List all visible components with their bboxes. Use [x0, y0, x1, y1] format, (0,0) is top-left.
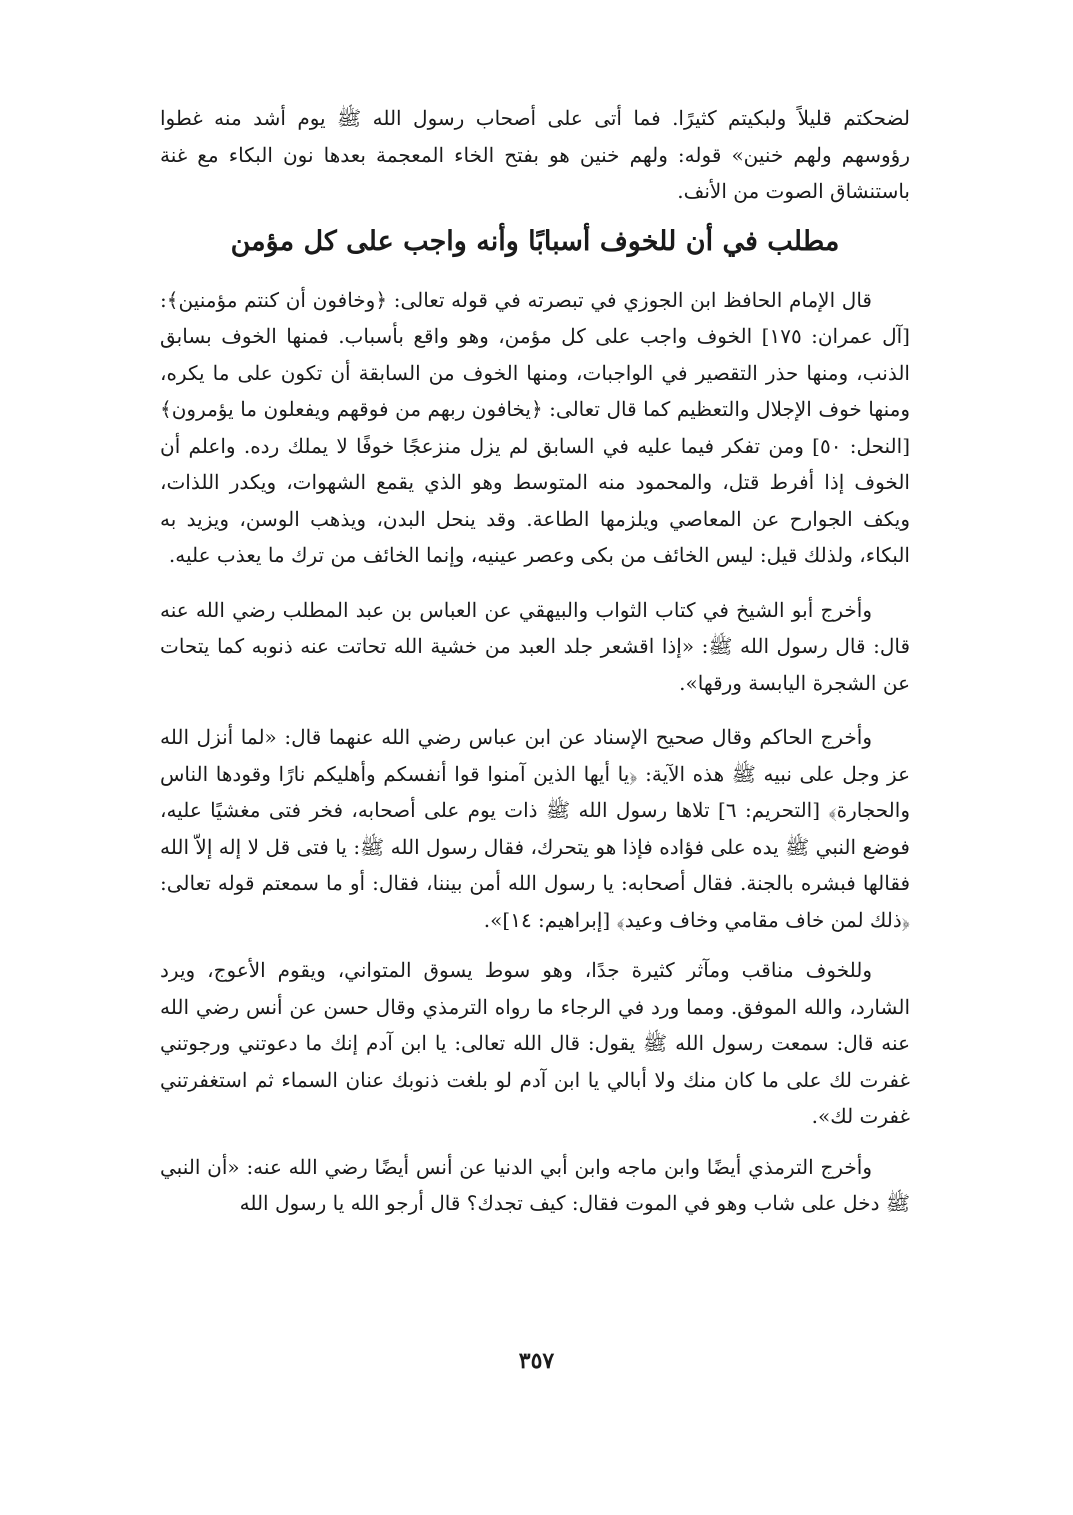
page-body [160, 100, 910, 1222]
paragraph-ibn-aljawzi: قال الإمام الحافظ ابن الجوزي في تبصرته في قوله تعالى: ﴿وخافون أن كنتم مؤمنين﴾: [آل عمران: ١٧٥] الخوف واجب على كل مؤمن، وهو واقع بأسباب. فمنها الخوف بسابق الذنب، ومنها حذر التقصير في الواجبات، ومنها الخوف من السابقة أن تكون على ما يكره، ومنها خوف الإجلال والتعظيم كما قال تعالى: ﴿يخافون ربهم من فوقهم ويفعلون ما يؤمرون﴾ [النحل: ٥٠] ومن تفكر فيما عليه في السابق لم يزل منزعجًا خوفًا لا يملك رده. واعلم أن الخوف إذا أفرط قتل، والمحمود منه المتوسط وهو الذي يقمع الشهوات، ويكدر اللذات، ويكف الجوارح عن المعاصي ويلزمها الطاعة. وقد ينحل البدن، ويذهب الوسن، ويزيد به البكاء، ولذلك قيل: ليس الخائف من بكى وعصر عينيه، وإنما الخائف من ترك ما يعذب عليه. [160, 287, 911, 567]
paragraph-tirmidhi: وأخرج الترمذي أيضًا وابن ماجه وابن أبي الدنيا عن أنس أيضًا رضي الله عنه: «أن النبي ﷺ دخل على شاب وهو في الموت فقال: كيف تجدك؟ قال أرجو الله يا رسول الله [160, 1154, 910, 1215]
paragraph-virtues-of-fear: وللخوف مناقب ومآثر كثيرة جدًا، وهو سوط يسوق المتواني، ويقوم الأعوج، ويرد الشارد، والله الموفق. ومما ورد في الرجاء ما رواه الترمذي وقال حسن عن أنس رضي الله عنه قال: سمعت رسول الله ﷺ يقول: قال الله تعالى: يا ابن آدم إنك ما دعوتني ورجوتني غفرت لك على ما كان منك ولا أبالي يا ابن آدم لو بلغت ذنوبك عنان السماء ثم استغفرتني غفرت لك». [160, 958, 910, 1128]
page-number: ٣٥٧ [518, 1348, 555, 1374]
paragraph-alhakim: وأخرج الحاكم وقال صحيح الإسناد عن ابن عباس رضي الله عنهما قال: «لما أنزل الله عز وجل على نبيه ﷺ هذه الآية: ﴿يا أيها الذين آمنوا قوا أنفسكم وأهليكم نارًا وقودها الناس والحجارة﴾ [التحريم: ٦] تلاها رسول الله ﷺ ذات يوم على أصحابه، فخر فتى مغشيًا عليه، فوضع النبي ﷺ يده على فؤاده فإذا هو يتحرك، فقال رسول الله ﷺ: يا فتى قل لا إله إلاّ الله فقالها فبشره بالجنة. فقال أصحابه: يا رسول الله أمن بيننا، فقال: أو ما سمعتم قوله تعالى: ﴿ذلك لمن خاف مقامي وخاف وعيد﴾ [إبراهيم: ١٤]». [160, 725, 910, 932]
section-heading: مطلب في أن للخوف أسبابًا وأنه واجب على كل مؤمن [230, 225, 840, 257]
paragraph-abu-alshaykh: وأخرج أبو الشيخ في كتاب الثواب والبيهقي عن العباس بن عبد المطلب رضي الله عنه قال: قال رسول الله ﷺ: «إذا اقشعر جلد العبد من خشية الله تحاتت عنه ذنوبه كما يتحات عن الشجرة اليابسة ورقها». [160, 597, 910, 695]
opening-paragraph: لضحكتم قليلاً ولبكيتم كثيرًا. فما أتى على أصحاب رسول الله ﷺ يوم أشد منه غطوا رؤوسهم ولهم خنين» قوله: ولهم خنين هو بفتح الخاء المعجمة بعدها نون البكاء مع غنة باستنشاق الصوت من الأنف. [160, 106, 910, 203]
